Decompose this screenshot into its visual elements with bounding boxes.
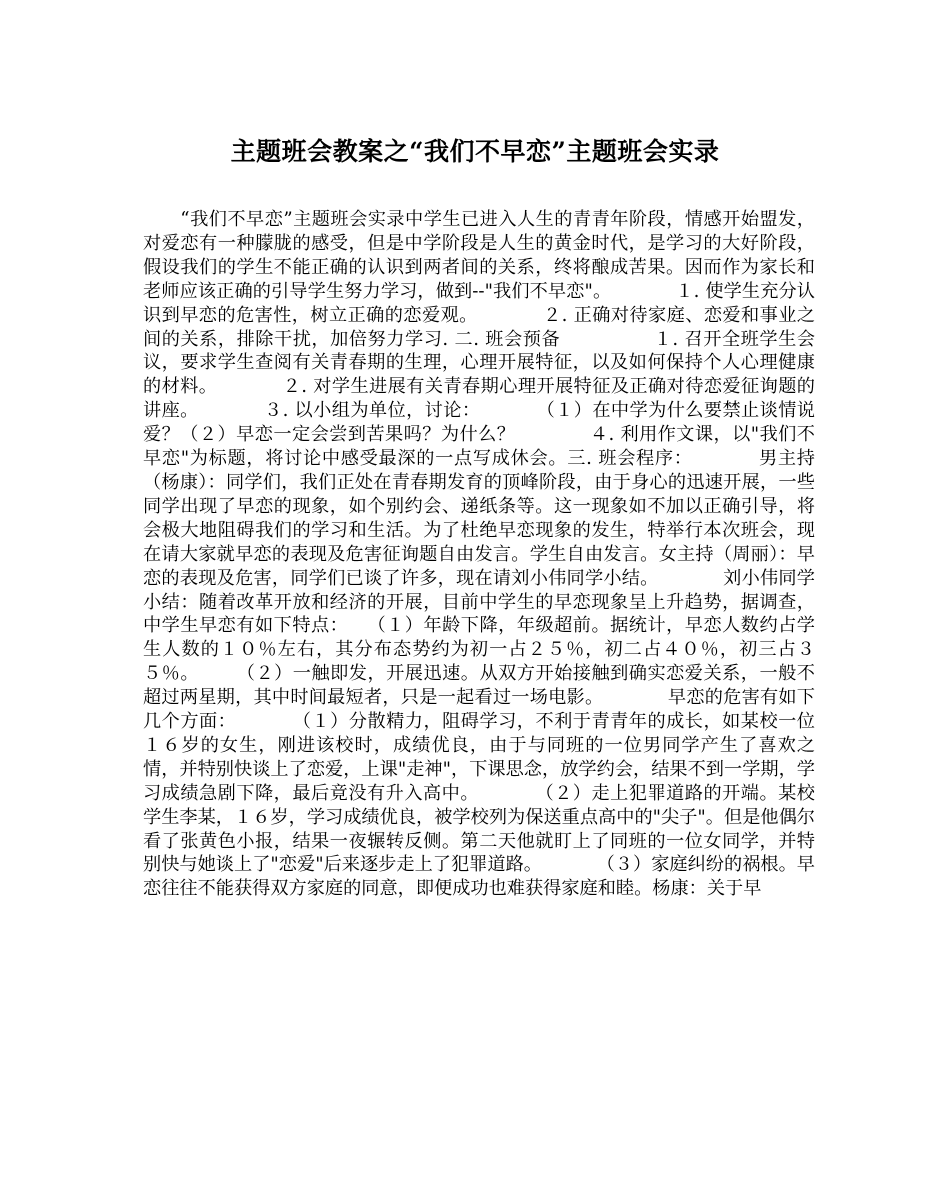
document-title: 主题班会教案之“我们不早恋”主题班会实录 [230,137,720,166]
document-body: “我们不早恋”主题班会实录中学生已进入人生的青青年阶段，情感开始盟发，对爱恋有一种朦胧的感受，但是中学阶段是人生的黄金时代，是学习的大好阶段，假设我们的学生不能正确的认识到两者间的关系，终将酿成苦果。因而作为家长和老师应该正确的引导学生努力学习，做到--"我们不早恋"。 １. 使学生充分认识到早恋的危害性，树立正确的恋爱观。 ２. 正确对待家庭、恋爱和事业之间的关系，排除干扰，加倍努力学习. 二. 班会预备 １. 召开全班学生会议，要求学生查阅有关青春期的生理，心理开展特征，以及如何保持个人心理健康的材料。 ２. 对学生进展有关青春期心理开展特征及正确对待恋爱征询题的讲座。 ３. 以小组为单位，讨论： （１）在中学为什么要禁止谈情说爱？（２）早恋一定会尝到苦果吗？为什么？ ４. 利用作文课，以"我们不早恋"为标题，将讨论中感受最深的一点写成休会。三. 班会程序： 男主持（杨康）：同学们，我们正处在青春期发育的顶峰阶段，由于身心的迅速开展，一些同学出现了早恋的现象，如个别约会、递纸条等。这一现象如不加以正确引导，将会极大地阻碍我们的学习和生活。为了杜绝早恋现象的发生，特举行本次班会，现在请大家就早恋的表现及危害征询题自由发言。学生自由发言。女主持（周丽）：早恋的表现及危害，同学们已谈了许多，现在请刘小伟同学小结。 刘小伟同学小结：随着改革开放和经济的开展，目前中学生的早恋现象呈上升趋势，据调查，中学生早恋有如下特点： （１）年龄下降，年级超前。据统计，早恋人数约占学生人数的１０％左右，其分布态势约为初一占２５％，初二占４０％，初三占３５％。 （２）一触即发，开展迅速。从双方开始接触到确实恋爱关系，一般不超过两星期，其中时间最短者，只是一起看过一场电影。 早恋的危害有如下几个方面： （１）分散精力，阻碍学习，不利于青青年的成长，如某校一位１６岁的女生，刚进该校时，成绩优良，由于与同班的一位男同学产生了喜欢之情，并特别快谈上了恋爱，上课"走神"，下课思念，放学约会，结果不到一学期，学习成绩急剧下降，最后竟没有升入高中。 （２）走上犯罪道路的开端。某校学生李某，１６岁，学习成绩优良，被学校列为保送重点高中的"尖子"。但是他偶尔看了张黄色小报，结果一夜辗转反侧。第二天他就盯上了同班的一位女同学，并特别快与她谈上了"恋爱"后来逐步走上了犯罪道路。 （３）家庭纠纷的祸根。早恋往往不能获得双方家庭的同意，即便成功也难获得家庭和睦。杨康：关于早 [143,209,815,900]
